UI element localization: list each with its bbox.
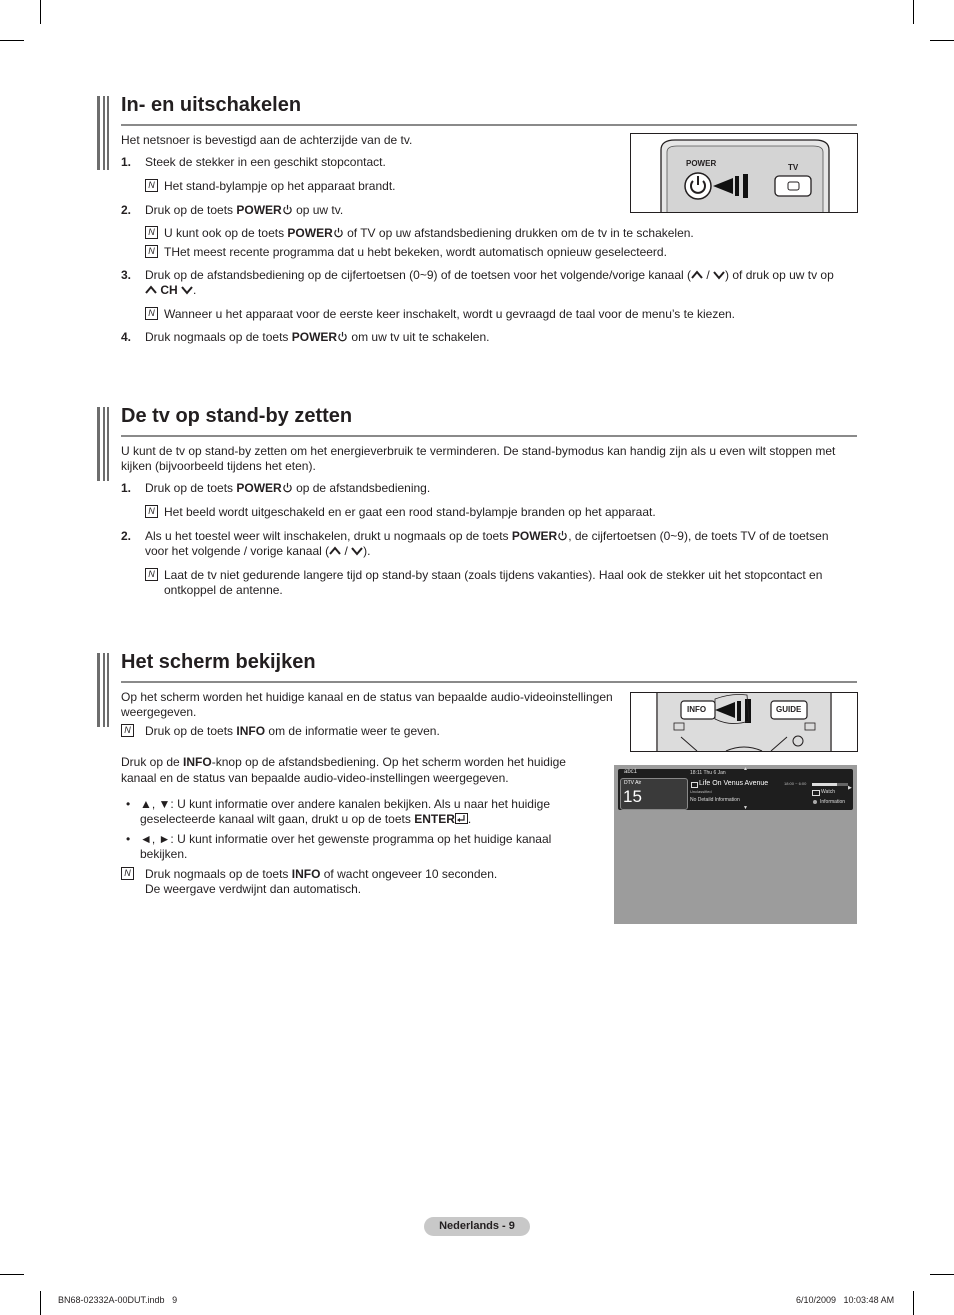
note-text: THet meest recente programma dat u hebt bekeken, wordt automatisch opnieuw geselecteerd. [164, 245, 667, 259]
intro-text: weergegeven. [121, 705, 197, 719]
step-text [145, 203, 343, 218]
info-key: INFO [291, 867, 321, 881]
bullet-dot: • [126, 832, 131, 846]
print-timestamp: 6/10/2009 10:03:48 AM [796, 1295, 895, 1305]
step-text [145, 481, 430, 496]
note-icon: N [121, 867, 134, 880]
arrow-down-icon: ▼ [743, 805, 748, 811]
intro-text: Op het scherm worden het huidige kanaal en de status van bepaalde audio-videoinstellingen [121, 690, 613, 704]
remote-drawing [631, 693, 857, 751]
paragraph: kanaal en de status van bepaalde audio-video-instellingen weergegeven. [121, 771, 509, 785]
text: op de afstandsbediening. [292, 481, 431, 495]
text: , de cijfertoetsen (0~9), de toets TV of de toetsen [568, 529, 829, 543]
text: / [341, 544, 352, 558]
text: Druk op de afstandsbediening op de cijfertoetsen (0~9) of de toetsen voor het volgende/vorige kanaal ( [145, 268, 692, 282]
paragraph [121, 755, 566, 770]
section-rule [121, 124, 857, 126]
crop-mark [40, 0, 41, 24]
text: of wacht ongeveer 10 seconden. [320, 867, 498, 881]
section-title-power: In- en uitschakelen [121, 94, 302, 116]
text: om uw tv uit te schakelen. [348, 330, 490, 344]
note-icon: N [145, 226, 158, 239]
step-number: 1. [121, 481, 132, 495]
step-text [145, 330, 490, 345]
power-icon [282, 482, 293, 493]
section-marker [103, 96, 105, 170]
text: voor het volgende / vorige kanaal ( [145, 544, 330, 558]
text: . [467, 812, 472, 826]
remote-drawing [631, 134, 857, 212]
text: -knop op de afstandsbediening. Op het scherm worden het huidige [211, 755, 566, 769]
step-number: 1. [121, 155, 132, 169]
guide-button-label: GUIDE [776, 705, 802, 714]
info-key: INFO [183, 755, 212, 769]
chevron-down-icon [351, 546, 363, 556]
chevron-up-icon [691, 270, 703, 280]
text: Druk op de [121, 755, 184, 769]
program-icon [691, 782, 698, 788]
text: Als u het toestel weer wilt inschakelen, drukt u nogmaals op de toets [145, 529, 512, 543]
note-icon: N [145, 307, 158, 320]
text: U kunt ook op de toets [164, 226, 288, 240]
print-file-info: BN68-02332A-00DUT.indb 9 [58, 1295, 178, 1305]
power-key: POWER [511, 529, 558, 543]
remote-info-illustration [630, 692, 858, 752]
section-marker [97, 96, 100, 170]
text: op uw tv. [292, 203, 344, 217]
chevron-down-icon [713, 270, 725, 280]
step-text-continued [145, 283, 196, 298]
text: of TV op uw afstandsbediening drukken om de tv in te schakelen. [343, 226, 694, 240]
note-text: Het beeld wordt uitgeschakeld en er gaat een rood stand-bylampje branden op het apparaat. [164, 505, 656, 519]
channel-number: 15 [623, 787, 642, 806]
ch-key: CH [160, 283, 178, 297]
tv-info-screen [614, 765, 857, 924]
info-button-label: INFO [687, 705, 707, 714]
power-icon [557, 530, 568, 541]
arrow-right-icon: ▶ [848, 785, 852, 791]
power-icon [337, 331, 348, 342]
chevron-up-icon [329, 546, 341, 556]
section-marker [97, 653, 100, 727]
text: ) of druk op uw tv op [725, 268, 834, 282]
text: ). [363, 544, 371, 558]
watch-label: Watch [821, 789, 835, 795]
program-progress-bar [812, 783, 848, 786]
program-title: Life On Venus Avenue [699, 780, 769, 787]
step-number: 2. [121, 529, 132, 543]
text: Druk nogmaals op de toets [145, 330, 292, 344]
crop-mark [913, 1291, 914, 1315]
note-text: ontkoppel de antenne. [164, 583, 283, 597]
remote-power-illustration [630, 133, 858, 213]
chevron-up-icon [145, 285, 157, 295]
text: om de informatie weer te geven. [265, 724, 440, 738]
section-title-screen: Het scherm bekijken [121, 651, 316, 673]
info-dot-icon [813, 800, 817, 804]
crop-mark [40, 1291, 41, 1315]
note-icon: N [145, 568, 158, 581]
section-marker [107, 96, 109, 170]
text: / [703, 268, 714, 282]
section-marker [107, 653, 109, 727]
section-marker [107, 407, 109, 481]
note-icon: N [145, 505, 158, 518]
crop-mark [930, 40, 954, 41]
bullet-dot: • [126, 797, 131, 811]
section-rule [121, 681, 857, 683]
note-text [145, 724, 440, 739]
enter-icon [455, 813, 468, 824]
section-marker [97, 407, 100, 481]
watch-icon [812, 790, 820, 796]
bullet-text [140, 812, 471, 827]
program-detail: No Detaild Information [690, 797, 740, 803]
text: Druk op de toets [145, 724, 237, 738]
step-number: 4. [121, 330, 132, 344]
section-marker [103, 407, 105, 481]
crop-mark [0, 1274, 24, 1275]
chevron-down-icon [181, 285, 193, 295]
tv-button-label: TV [788, 163, 799, 172]
program-rating: Unclassified [690, 789, 712, 794]
note-text: Het stand-bylampje op het apparaat brandt. [164, 179, 396, 193]
power-key: POWER [287, 226, 333, 240]
section-rule [121, 435, 857, 437]
information-label: Information [820, 799, 846, 805]
note-icon: N [145, 245, 158, 258]
arrow-up-icon: ▲ [743, 766, 748, 772]
channel-type: DTV Air [624, 780, 642, 786]
crop-mark [0, 40, 24, 41]
page-number-badge: Nederlands - 9 [424, 1217, 530, 1236]
step-number: 3. [121, 268, 132, 282]
power-key: POWER [291, 330, 338, 344]
power-icon [333, 227, 344, 238]
note-icon: N [145, 179, 158, 192]
note-text [164, 226, 694, 241]
step-number: 2. [121, 203, 132, 217]
note-text: Wanneer u het apparaat voor de eerste keer inschakelt, wordt u gevraagd de taal voor de menu’s te kiezen. [164, 307, 736, 321]
note-icon: N [121, 724, 134, 737]
intro-text: Het netsnoer is bevestigd aan de achterzijde van de tv. [121, 133, 413, 147]
power-key: POWER [236, 203, 282, 217]
step-text [145, 529, 829, 544]
crop-mark [930, 1274, 954, 1275]
power-icon [282, 204, 293, 215]
power-button-label: POWER [686, 159, 717, 168]
channel-source: abc1 [624, 769, 638, 775]
crop-mark [913, 0, 914, 24]
note-text: Laat de tv niet gedurende langere tijd op stand-by staan (zoals tijdens vakanties). Haal ook de stekker uit het stopcontact en [164, 568, 823, 582]
program-time: 18:00 ~ 6:00 [784, 781, 807, 786]
text: . [193, 283, 197, 297]
note-text [145, 867, 497, 882]
section-marker [103, 653, 105, 727]
bullet-text: ▲, ▼: U kunt informatie over andere kanalen bekijken. Als u naar het huidige [140, 797, 550, 811]
text: geselecteerde kanaal wilt gaan, drukt u op de toets [140, 812, 415, 826]
step-text: Steek de stekker in een geschikt stopcontact. [145, 155, 386, 169]
power-key: POWER [236, 481, 282, 495]
section-title-standby: De tv op stand-by zetten [121, 405, 353, 427]
text: Druk nogmaals op de toets [145, 867, 292, 881]
intro-text: kijken (bijvoorbeeld tijdens het eten). [121, 459, 316, 473]
text: Druk op de toets [145, 481, 237, 495]
intro-text: U kunt de tv op stand-by zetten om het energieverbruik te verminderen. De stand-bymodus kan handig zijn als u even wilt stoppen met [121, 444, 836, 458]
enter-key: ENTER [414, 812, 455, 826]
osd-datetime: 18:11 Thu 6 Jan [690, 770, 726, 776]
note-text: De weergave verdwijnt dan automatisch. [145, 882, 362, 896]
bullet-text: ◄, ►: U kunt informatie over het gewenste programma op het huidige kanaal [140, 832, 552, 846]
step-text [145, 268, 834, 283]
step-text-continued [145, 544, 370, 559]
info-key: INFO [236, 724, 266, 738]
bullet-text: bekijken. [140, 847, 188, 861]
text: Druk op de toets [145, 203, 237, 217]
